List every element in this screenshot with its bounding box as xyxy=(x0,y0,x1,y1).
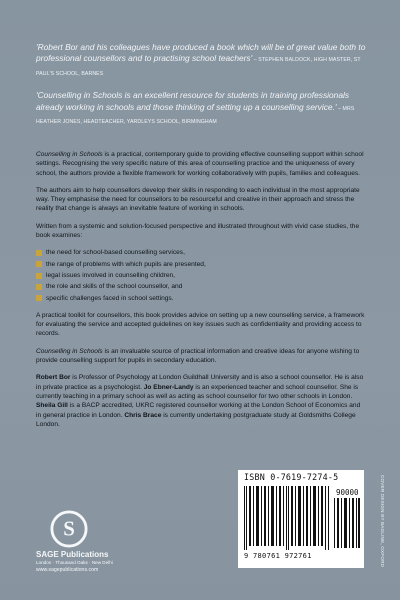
author-bio-text: is a BACP accredited, UKRC registered counsellor working at the London School of Economics and in general practice in London. xyxy=(36,402,361,419)
author-name: Chris Brace xyxy=(124,411,162,419)
blurb-paragraph: A practical toolkit for counsellors, this book provides advice on setting up a new counselling service, a framework for evaluating the service and accepted guidelines on key issues such as confidentiality and providing access to records. xyxy=(36,311,365,338)
sage-logo-icon xyxy=(50,510,88,548)
bullet-square-icon xyxy=(36,261,42,267)
list-item-text: the range of problems with which pupils are presented, xyxy=(46,260,206,268)
quote-text: 'Counselling in Schools is an excellent resource for students in training professionals already working in schools and those thinking of setting up a counselling service.' xyxy=(36,90,350,112)
ean-barcode-icon xyxy=(244,486,330,550)
quote-text: 'Robert Bor and his colleagues have produced a book which will be of great value both to professional counsellors and to practising school teachers' xyxy=(36,42,366,64)
endorsement-quote xyxy=(36,90,366,128)
author-name: Jo Ebner-Landy xyxy=(143,383,194,391)
bullet-square-icon xyxy=(36,284,42,290)
author-bio-text: is currently undertaking postgraduate study at Goldsmiths College London. xyxy=(36,411,356,428)
list-item xyxy=(36,248,366,257)
quote-attribution: – STEPHEN BALDOCK, HIGH MASTER, ST PAUL'S SCHOOL, BARNES xyxy=(36,57,361,77)
list-item xyxy=(36,282,366,291)
isbn-text: ISBN 0-7619-7274-5 xyxy=(244,472,339,482)
author-bio-text: is Professor of Psychology at London Guildhall University and is also a school counsellor. He is also in private practice as a psychologist. xyxy=(36,374,364,391)
blurb-text: is an invaluable source of practical information and creative ideas for anyone wishing to provide counselling support for pupils in secondary education. xyxy=(36,347,360,365)
endorsements xyxy=(36,42,366,138)
ean-number: 9 780761 972761 xyxy=(244,552,312,560)
price-code: 90000 xyxy=(336,488,359,497)
endorsement-quote xyxy=(36,42,366,80)
blurb-text: is a practical, contemporary guide to providing effective counselling support within school settings. Recognising the very specific nature of this area of counselling practice and the uniqueness of every school, the authors provide a flexible framework for working collaboratively with pupils, families and colleagues. xyxy=(36,151,364,177)
price-barcode-icon xyxy=(334,498,360,548)
author-bio-text: is an experienced teacher and school counsellor. She is currently teaching in a primary school as well as acting as school counsellor for two other schools in London. xyxy=(36,383,359,400)
blurb-paragraph xyxy=(36,150,366,178)
publisher-block xyxy=(36,510,166,573)
list-item xyxy=(36,271,366,280)
blurb xyxy=(36,150,366,437)
list-item-text: the need for school-based counselling services, xyxy=(46,249,185,257)
bullet-square-icon xyxy=(36,250,42,256)
barcode-panel xyxy=(238,470,364,568)
blurb-paragraph: Written from a systemic and solution-focused perspective and illustrated throughout with vivid case studies, the book examines: xyxy=(36,222,360,240)
bullet-square-icon xyxy=(36,273,42,279)
list-item xyxy=(36,260,366,269)
list-item-text: legal issues involved in counselling children, xyxy=(46,271,176,279)
cover-design-credit: COVER DESIGN BY BAGLINE, OXFORD xyxy=(380,475,385,568)
publisher-cities: London · Thousand Oaks · New Delhi xyxy=(36,560,113,565)
list-item xyxy=(36,294,366,303)
blurb-paragraph xyxy=(36,347,366,366)
book-title: Counselling in Schools xyxy=(36,151,103,158)
bullet-square-icon xyxy=(36,295,42,301)
author-name: Sheila Gill xyxy=(36,402,68,410)
quote-attribution: – MRS HEATHER JONES, HEADTEACHER, YARDLEYS SCHOOL, BIRMINGHAM xyxy=(36,105,355,126)
publisher-url: www.sagepublications.com xyxy=(36,567,99,573)
book-title: Counselling in Schools xyxy=(36,347,103,355)
list-item-text: specific challenges faced in school settings. xyxy=(46,294,174,302)
author-name: Robert Bor xyxy=(36,374,71,382)
list-item-text: the role and skills of the school counsellor, and xyxy=(46,283,183,291)
logo-letter: S xyxy=(63,516,75,541)
author-bios xyxy=(36,373,366,429)
topic-list xyxy=(36,248,366,302)
blurb-paragraph: The authors aim to help counsellors develop their skills in responding to each individual in the most appropriate way. They emphasise the need for counsellors to be resourceful and creative in their approach and stress the reality that change is always an inevitable feature of working in schools. xyxy=(36,186,360,213)
publisher-name: SAGE Publications xyxy=(36,550,109,559)
